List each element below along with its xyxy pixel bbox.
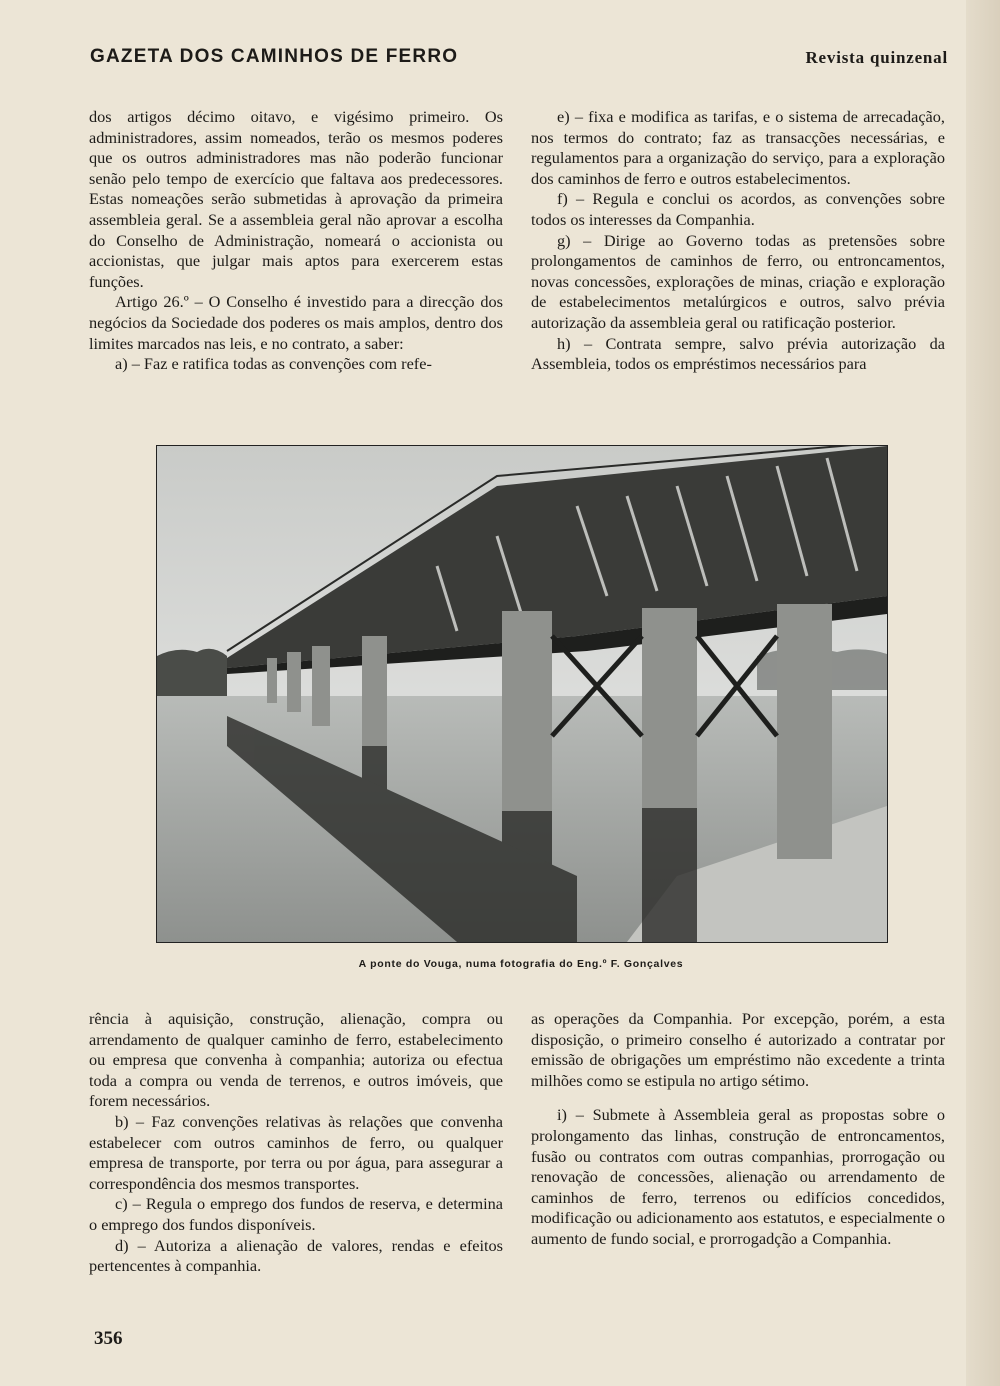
- paragraph: dos artigos décimo oitavo, e vigésimo primeiro. Os administradores, assim nomeados, terão os mesmos poderes que os outros administradores mas não poderão funcionar senão pelo tempo de exercício que faltava aos predecessores. Estas nomeações serão submetidas à aprovação da primeira assembleia geral. Se a assembleia geral não aprovar a escolha do Conselho de Administração, nomeará o accionista ou accionistas, que julgar mais aptos para exercerem estas funções.: [89, 107, 503, 291]
- paragraph-item-e: e) – fixa e modifica as tarifas, e o sistema de arrecadação, nos termos do contrato; faz as transacções necessárias, e regulamentos para a organização do serviço, para a exploração dos caminhos de ferro e outros estabelecimentos.: [531, 107, 945, 188]
- bridge-photo: [156, 445, 888, 943]
- paragraph-item-b: b) – Faz convenções relativas às relações que convenha estabelecer com outros caminhos de ferro, ou qualquer empresa de transporte, por terra ou por água, para assegurar a correspondência dos mesmos transportes.: [89, 1111, 503, 1193]
- paragraph-item-i: i) – Submete à Assembleia geral as propostas sobre o prolongamento das linhas, construção de entroncamentos, fusão ou contratos com outras companhias, prorrogação ou renovação de concessões, alienação ou arrendamento de caminhos de ferro, terrenos ou edifícios concedidos, modificação ou adicionamento aos estatutos, e especialmente o aumento de fundo social, e prorrogadção a Companhia.: [531, 1105, 945, 1248]
- column-bottom-left: [89, 1009, 503, 1277]
- photo-caption: A ponte do Vouga, numa fotografia do Eng.º F. Gonçalves: [358, 958, 684, 970]
- paragraph: as operações da Companhia. Por excepção, porém, a esta disposição, o primeiro conselho é autorizado a contratar por emissão de obrigações um empréstimo não excedente a trinta milhões como se estipula no artigo sétimo.: [531, 1009, 945, 1090]
- column-top-right: [531, 107, 945, 375]
- paragraph-item-h: h) – Contrata sempre, salvo prévia autorização da Assembleia, todos os empréstimos necessários para: [531, 333, 945, 374]
- column-bottom-right: [531, 1009, 945, 1250]
- paragraph-item-g: g) – Dirige ao Governo todas as pretensões sobre prolongamentos de caminhos de ferro, ou entroncamentos, novas concessões, explorações de minas, criação e exploração de estabelecimentos metalúrgicos e outros, salvo prévia autorização da assembleia geral ou ratificação posterior.: [531, 230, 945, 332]
- paragraph-item-f: f) – Regula e conclui os acordos, as convenções sobre todos os interesses da Companhia.: [531, 189, 945, 229]
- column-top-left: [89, 107, 503, 375]
- page-number: 356: [94, 1328, 123, 1349]
- paragraph-item-c: c) – Regula o emprego dos fundos de reserva, e determina o emprego dos fundos disponíveis.: [89, 1194, 503, 1234]
- journal-subtitle: Revista quinzenal: [805, 48, 948, 67]
- paragraph-item-a: a) – Faz e ratifica todas as convenções com refe-: [115, 354, 432, 374]
- page-edge: [966, 0, 1000, 1386]
- paragraph-artigo-26: Artigo 26.º – O Conselho é investido para a direcção dos negócios da Sociedade dos poderes os mais amplos, dentro dos limites marcados nas leis, e no contrato, a saber:: [89, 292, 503, 353]
- paragraph: rência à aquisição, construção, alienação, compra ou arrendamento de qualquer caminho de ferro, estabelecimento ou empresa que convenha à companhia; autoriza ou efectua toda a compra ou venda de terrenos, e outros imóveis, que forem necessários.: [89, 1009, 503, 1111]
- paragraph-item-d: d) – Autoriza a alienação de valores, rendas e efeitos pertencentes à companhia.: [89, 1235, 503, 1276]
- journal-title: GAZETA DOS CAMINHOS DE FERRO: [90, 46, 459, 67]
